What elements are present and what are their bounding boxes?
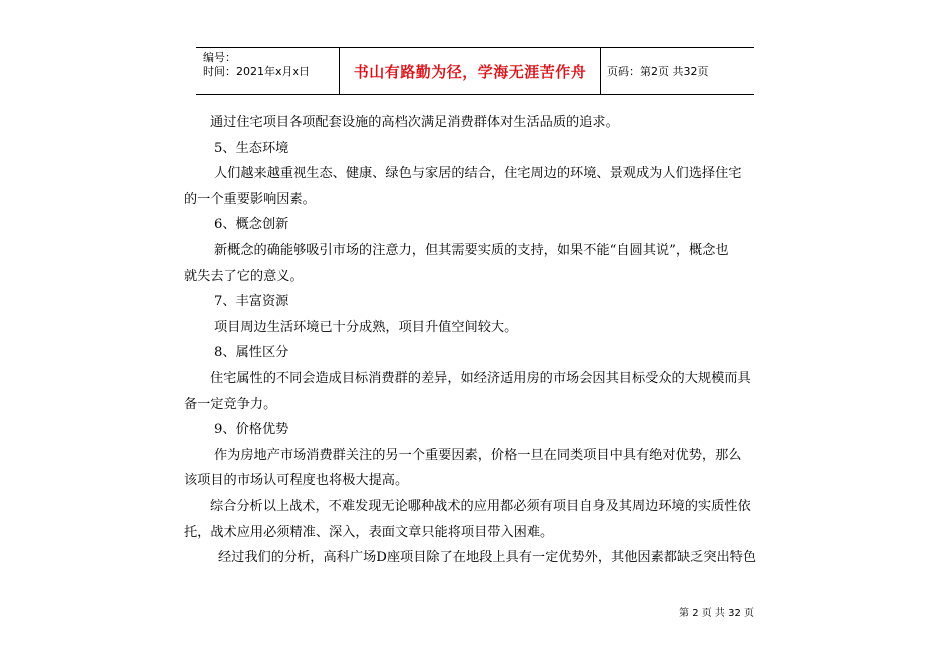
paragraph-line: 经过我们的分析，高科广场D座项目除了在地段上具有一定优势外，其他因素都缺乏突出特色 bbox=[218, 550, 757, 566]
paragraph-line: 的一个重要影响因素。 bbox=[184, 191, 316, 207]
page-footer: 第 2 页 共 32 页 bbox=[679, 608, 754, 619]
paragraph-line: 托，战术应用必须精准、深入，表面文章只能将项目带入困难。 bbox=[184, 524, 554, 540]
header-info-cell bbox=[196, 48, 339, 94]
document-time-label: 时间：2021年x月x日 bbox=[203, 65, 311, 78]
paragraph-line: 住宅属性的不同会造成目标消费群的差异，如经济适用房的市场会因其目标受众的大规模而具 bbox=[210, 370, 751, 386]
document-number-label: 编号： bbox=[203, 51, 236, 64]
section-heading: 5、生态环境 bbox=[214, 140, 289, 156]
paragraph-line: 人们越来越重视生态、健康、绿色与家居的结合，住宅周边的环境、景观成为人们选择住宅 bbox=[214, 166, 742, 182]
paragraph-line: 新概念的确能够吸引市场的注意力，但其需要实质的支持，如果不能“自圆其说”，概念也 bbox=[214, 242, 729, 258]
paragraph-line: 该项目的市场认可程度也将极大提高。 bbox=[184, 473, 409, 489]
section-heading: 7、丰富资源 bbox=[214, 294, 289, 310]
section-heading: 8、属性区分 bbox=[214, 345, 289, 361]
paragraph-line: 就失去了它的意义。 bbox=[184, 268, 303, 284]
paragraph-line: 作为房地产市场消费群关注的另一个重要因素，价格一旦在同类项目中具有绝对优势，那么 bbox=[214, 447, 742, 463]
document-body bbox=[184, 110, 776, 571]
paragraph-line: 项目周边生活环境已十分成熟，项目升值空间较大。 bbox=[214, 319, 518, 335]
paragraph-line: 备一定竞争力。 bbox=[184, 396, 277, 412]
section-heading: 9、价格优势 bbox=[214, 422, 289, 438]
section-heading: 6、概念创新 bbox=[214, 217, 289, 233]
paragraph-line: 综合分析以上战术，不难发现无论哪种战术的应用都必须有项目自身及其周边环境的实质性依 bbox=[210, 498, 751, 514]
page-header bbox=[196, 47, 754, 95]
paragraph-line: 通过住宅项目各项配套设施的高档次满足消费群体对生活品质的追求。 bbox=[210, 115, 619, 130]
header-page-code: 页码：第2页 共32页 bbox=[607, 65, 709, 78]
header-motto: 书山有路勤为径，学海无涯苦作舟 bbox=[339, 48, 601, 94]
